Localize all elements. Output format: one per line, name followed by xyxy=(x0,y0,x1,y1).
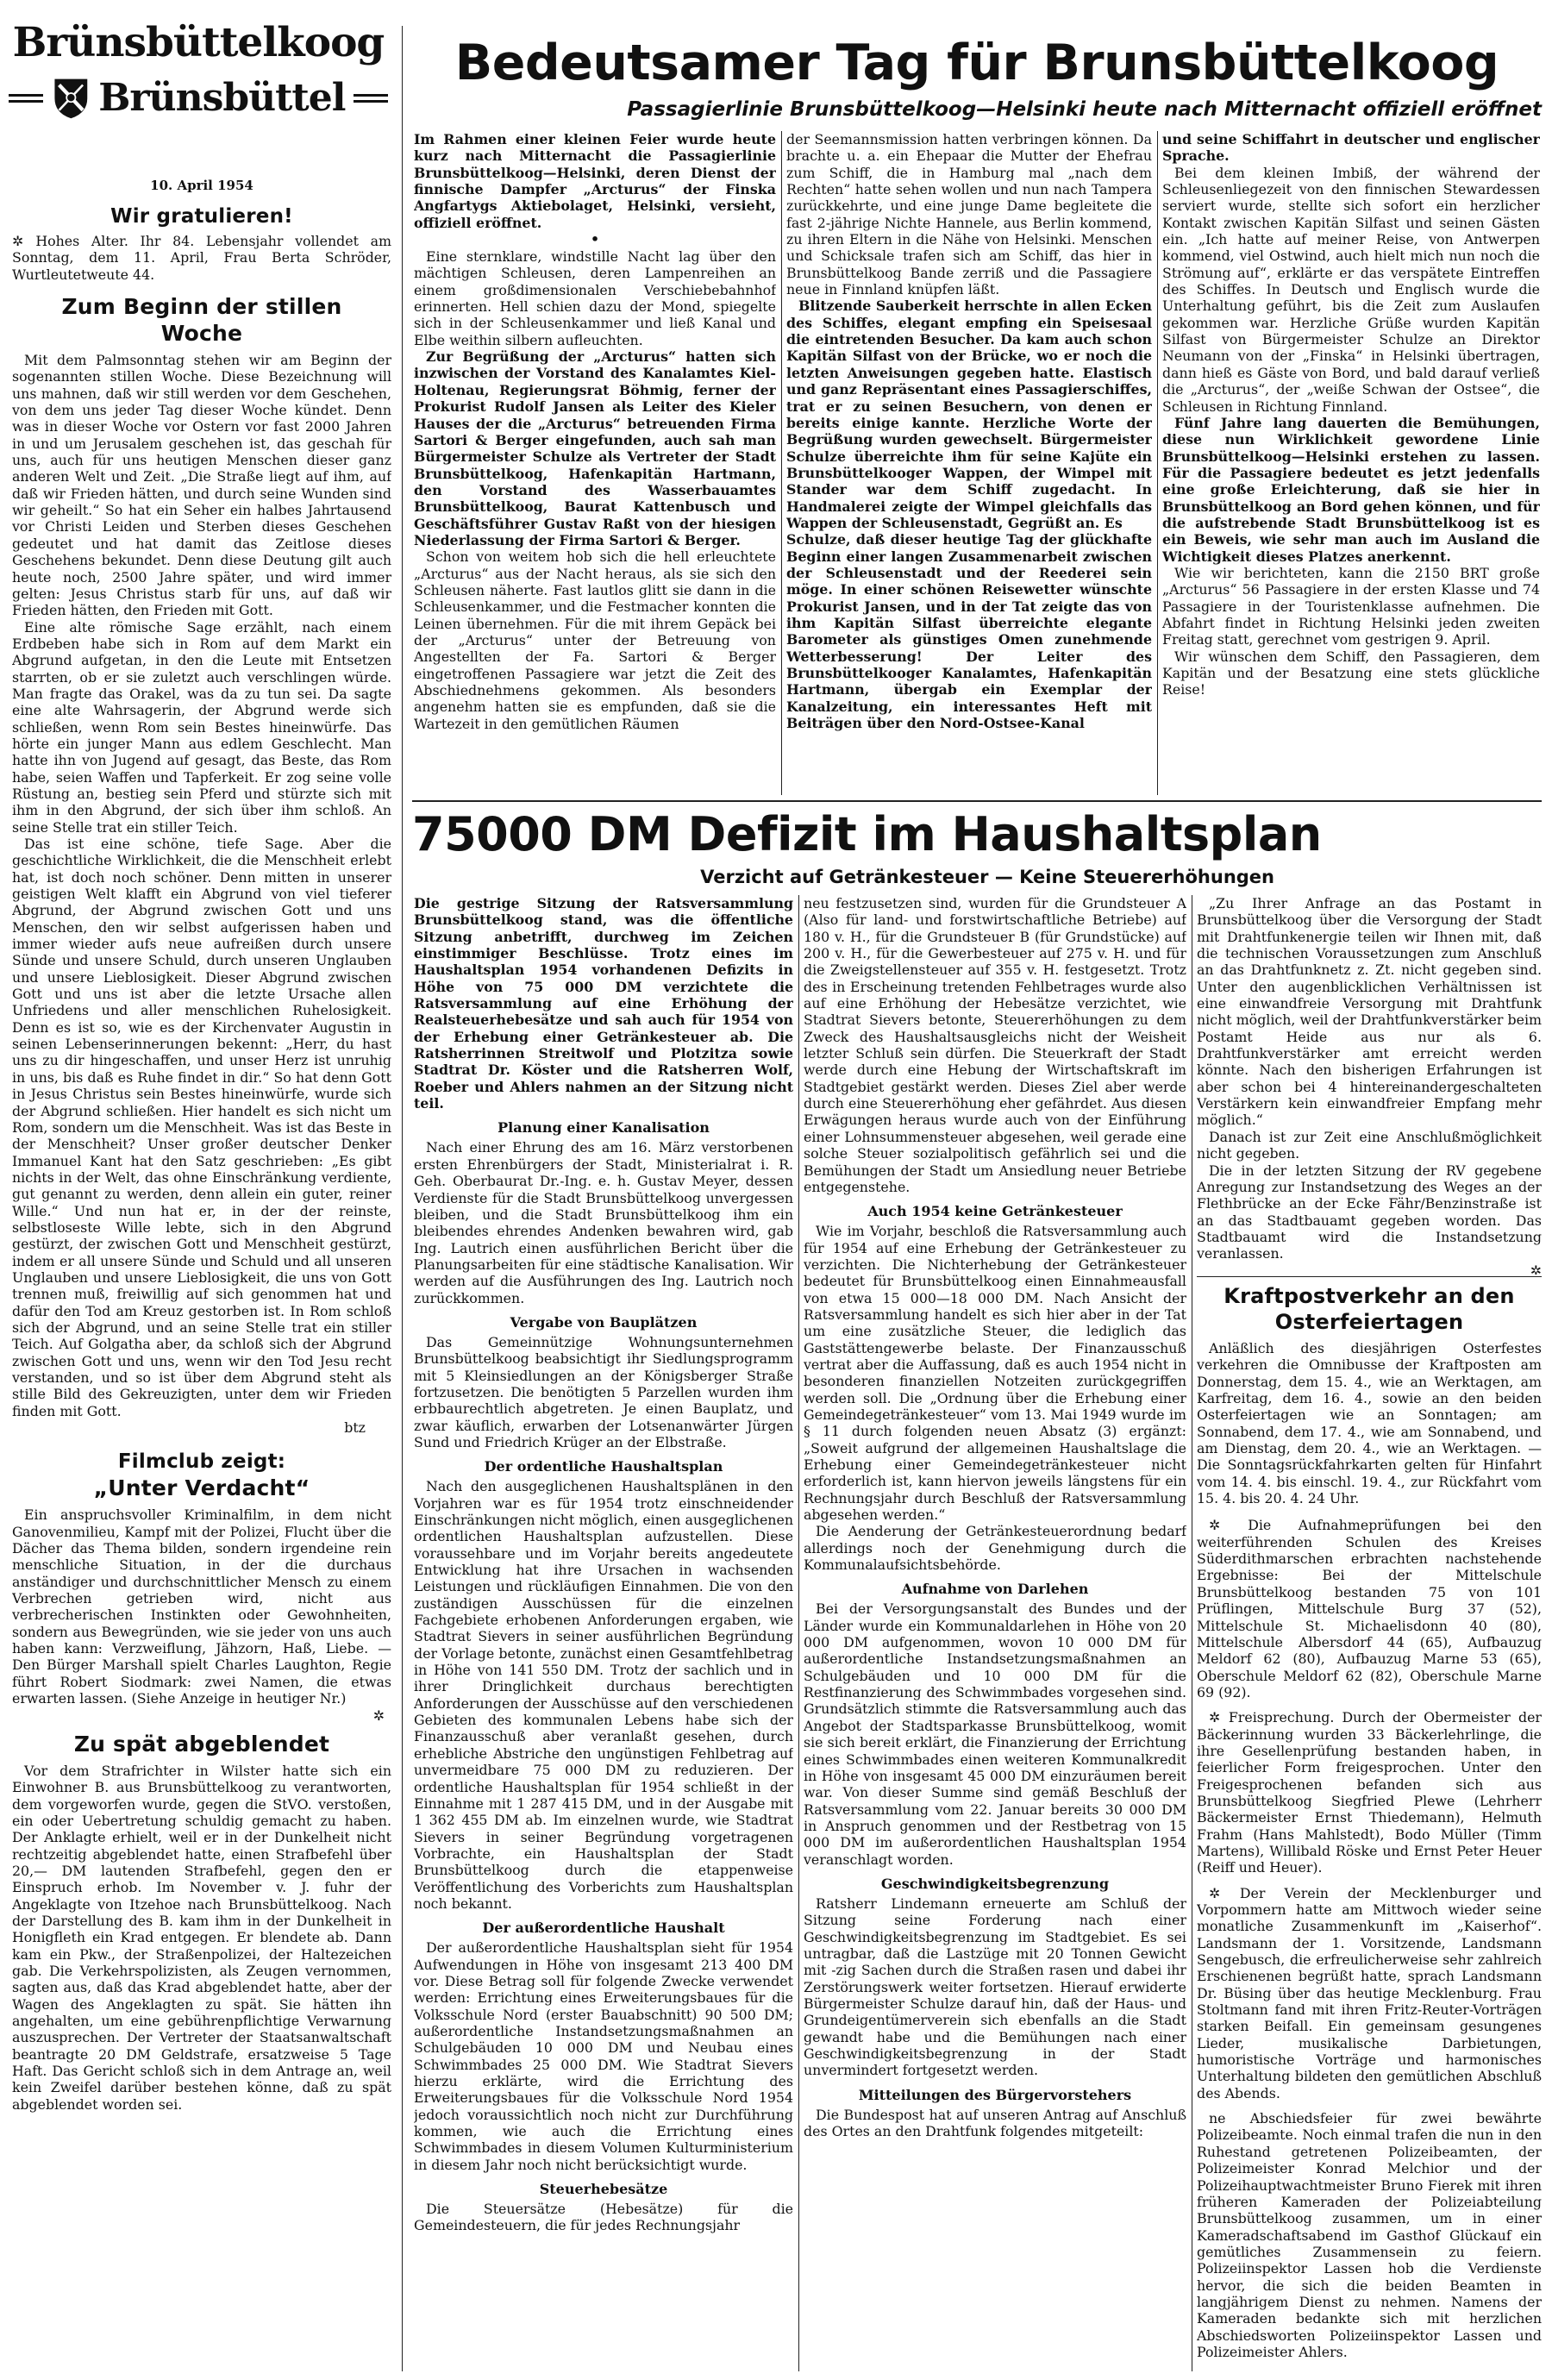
budget-subhead: Mitteilungen des Bürgervorstehers xyxy=(858,2086,1132,2103)
budget-paragraph: Danach ist zur Zeit eine Anschlußmöglichkeit nicht gegeben. xyxy=(1197,1128,1542,1162)
woche-signature: btz xyxy=(344,1419,366,1437)
lead-paragraph: Schulze, daß dieser heutige Tag der glückhafte Beginn einer langen Zusammenarbeit zwischen der Schleusenstadt und der Reederei sein möge. In einer schönen Reisewetter wünschte Prokurist Jansen, und in der Tat zeigte das von ihm Kapitän Silfast überreichte elegante Barometer als günstiges Omen zunehmende Wetterbesserung! Der Leiter des Brunsbüttelkooger Kanalamtes, Hafenkapitän Hartmann, übergab ein Exemplar der Kanalzeitung, ein interessantes Heft mit Beiträgen über den Nord-Ostsee-Kanal xyxy=(786,531,1152,732)
woche-paragraph: Mit dem Palmsonntag stehen wir am Beginn der sogenannten stillen Woche. Diese Bezeichnung will uns mahnen, daß wir still werden vor dem Geschehen, von dem uns jeder Tag dieser Woche kündet. Denn was in dieser Woche vor Ostern vor fast 2000 Jahren in und um Jerusalem geschehen ist, das geschah für uns, auch für uns heutigen Menschen dieser ganz anderen Welt und Zeit. „Die Straße liegt auf ihm, auf daß wir Frieden hätten, und durch seine Wunden sind wir geheilt.“ So hat ein Seher ein halbes Jahrtausend vor Christi Leiden und Sterben dieses Geschehen gedeutet und hat damit das Zeitlose dieses Geschehens bekundet. Denn diese Deutung gilt auch heute noch, 2500 Jahre später, und wird immer gelten: Jesus Christus starb für uns, auf daß wir Frieden hätten, den Frieden mit Gott. xyxy=(12,352,391,619)
frei-item xyxy=(1197,1709,1542,1876)
aufnahme-item xyxy=(1197,1517,1542,1700)
budget-paragraph: Wie im Vorjahr, beschloß die Ratsversammlung auch für 1954 auf eine Erhebung der Getränkesteuer zu verzichten. Die Nichterhebung der Getränkesteuer bedeutet für Brunsbüttelkoog einen Einnahmeausfall von etwa 15 000—18 000 DM. Nach Ansicht der Ratsversammlung handelt es sich hier aber in der Tat um eine zusätzliche Steuer, die lediglich das Gaststättengewerbe belaste. Der Finanzausschuß vertrat aber die Auffassung, daß es auch 1954 nicht in besonderen finanziellen Notzeiten zurückgegriffen werden soll. Die „Ordnung über die Erhebung einer Gemeindegetränkesteuer“ vom 13. Mai 1949 wurde im § 11 durch folgenden neuen Absatz (3) ergänzt: „Soweit aufgrund der allgemeinen Haushaltslage die Erhebung einer Gemeindegetränkesteuer nicht erforderlich ist, kann hiervon jeweils längstens für ein Rechnungsjahr durch Beschluß der Ratsversammlung abgesehen werden.“ xyxy=(804,1223,1186,1524)
lead-paragraph: der Seemannsmission hatten verbringen können. Da brachte u. a. ein Ehepaar die Mutter der Ehefrau zum Schiff, die in Hamburg mal „nach dem Rechten“ hatte sehen wollen und nun nach Tampera zurückkehrte, und eine junge Dame begleitete die fast 2-jährige Nichte Hannele, aus Berlin kommend, zu ihren Eltern in die Nähe von Helsinki. Menschen und Schicksale trafen sich am Schiff, das hier in Brunsbüttelkoog Bande zerriß und die Passagiere neue in Finnland knüpfen läßt. xyxy=(786,131,1152,298)
lead-paragraph: Fünf Jahre lang dauerten die Bemühungen, diese nun Wirklichkeit gewordene Linie Brunsbüttelkoog—Helsinki erstehen zu lassen. Für die Passagiere bedeutet es jetzt jedenfalls eine große Erleichterung, daß sie hier in Brunsbüttelkoog an Bord gehen können, und für die aufstrebende Stadt Brunsbüttelkoog ist es ein Beweis, wie sehr man auch im Ausland die Wichtigkeit dieses Platzes anerkennt. xyxy=(1162,414,1540,565)
budget-paragraph: „Zu Ihrer Anfrage an das Postamt in Brunsbüttelkoog über die Versorgung der Stadt mit Drahtfunkenergie teilen wir Ihnen mit, daß die technischen Voraussetzungen zum Anschluß an das Drahtfunknetz z. Zt. nicht gegeben sind. Unter den augenblicklichen Verhältnissen ist eine einwandfreie Versorgung mit Drahtfunk nicht möglich, weil der Drahtfunkverstärker beim Postamt Heide aus nur als 6. Drahtfunkverstärker amt erreicht werden könnte. Nach den bisherigen Erfahrungen ist aber schon bei 4 hintereinandergeschalteten Verstärkern kein einwandfreier Empfang mehr möglich.“ xyxy=(1197,895,1542,1129)
spacer xyxy=(1197,2101,1542,2110)
spaet-body: Vor dem Strafrichter in Wilster hatte sich ein Einwohner B. aus Brunsbüttelkoog zu verantworten, dem vorgeworfen wurde, gegen die StVO. verstoßen, ein oder Uebertretung schuldig gemacht zu haben. Der Anklagte erhielt, weil er in der Dunkelheit nicht rechtzeitig abgeblendet hatte, einen Strafbefehl über 20,— DM lautenden Strafbefehl, gegen den er Einspruch erhob. Im November v. J. fuhr der Angeklagte von Itzehoe nach Brunsbüttelkoog. Nach der Darstellung des B. kam ihm in der Dunkelheit in Honigfleth ein Krad entgegen. Er blendete ab. Dann kam ein Pkw., der Straßenpolizei, der Haltezeichen gab. Die Verkehrspolizisten, als Zeugen vernommen, sagten aus, daß das Krad abgeblendet hatte, aber der Wagen des Angeklagten zu spät. Sie hätten ihn angehalten, um eine gebührenpflichtige Verwarnung auszusprechen. Der Vertreter der Staatsanwaltschaft beantragte 20 DM Geldstrafe, ersatzweise 5 Tage Haft. Das Gericht schloß sich in dem Antrage an, weil kein Zweifel darüber bestehen könne, daß zu spät abgeblendet worden sei. xyxy=(12,1762,391,2113)
star-icon: ✲ xyxy=(1530,1262,1542,1275)
budget-paragraph: Ratsherr Lindemann erneuerte am Schluß der Sitzung seine Forderung nach einer Geschwindigkeitsbegrenzung im Stadtgebiet. Es sei untragbar, daß die Lastzüge mit 20 Tonnen Gewicht mit -zig Sachen durch die Straßen rasen und dabei ihr Zerstörungswerk weiter fortsetzen. Hierauf erwiderte Bürgermeister Schulze darauf hin, daß der Haus- und Grundeigentümerverein sich ebenfalls an die Stadt gewandt habe und die Bemühungen nach einer Geschwindigkeitsbegrenzung in der Stadt unvermindert fortgesetzt werden. xyxy=(804,1895,1186,2079)
lead-paragraph: Bei dem kleinen Imbiß, der während der Schleusenliegezeit von den finnischen Stewardessen serviert wurde, stellte sich sofort ein herzlicher Kontakt zwischen Kapitän Silfast und seinen Gästen ein. „Ich hatte auf meiner Reise, von Antwerpen kommend, viel Ostwind, auch hielt mich nun noch die Strömung auf“, erklärte er das verspätete Eintreffen des Schiffes. In Deutsch und Englisch wurde die Unterhaltung geführt, bis die Zeit zum Auslaufen gekommen war. Herzliche Grüße wurden Kapitän Silfast von Bürgermeister Schulze an Direktor Neumann von der „Finska“ in Helsinki übertragen, dann hieß es Gäste von Bord, und bald darauf verließ die „Arcturus“, der „weiße Schwan der Ostsee“, die Schleusen in Richtung Finnland. xyxy=(1162,164,1540,415)
column-rule xyxy=(798,895,799,2371)
star-icon: ✲ xyxy=(1209,1709,1229,1726)
budget-subhead: Der ordentliche Haushaltsplan xyxy=(484,1458,723,1475)
lead-paragraph: Zur Begrüßung der „Arcturus“ hatten sich inzwischen der Vorstand des Kanalamtes Kiel-Holtenau, Regierungsrat Böhmig, ferner der Prokurist Rudolf Jansen als Leiter des Kieler Hauses der die „Arcturus“ betreuenden Firma Sartori & Berger eingefunden, auch sah man Bürgermeister Schulze als Vertreter der Stadt Brunsbüttelkoog, Hafenkapitän Hartmann, den Vorstand des Wasserbauamtes Brunsbüttelkoog, Baurat Kattenbusch und Geschäftsführer Gustav Raßt von der hiesigen Niederlassung der Firma Sartori & Berger. xyxy=(414,348,776,548)
right-column xyxy=(1197,1283,1542,2371)
film-kicker: Filmclub zeigt: xyxy=(117,1450,286,1474)
kraft-body: Anläßlich des diesjährigen Osterfestes verkehren die Omnibusse der Kraftposten am Donnerstag, dem 15. 4., wie an Werktagen, am Karfreitag, dem 16. 4., sowie an den beiden Osterfeiertagen wie an Sonntagen; am Sonnabend, dem 17. 4., wie am Sonnabend, und am Dienstag, dem 20. 4., wie an Werktagen. — Die Sonntagsrückfahrkarten gelten für Hinfahrt vom 14. 4. bis einschl. 19. 4., zur Rückfahrt vom 15. 4. bis 20. 4. 24 Uhr. xyxy=(1197,1340,1542,1507)
lead-intro: Im Rahmen einer kleinen Feier wurde heute kurz nach Mitternacht die Passagierlinie Brunsbüttelkoog—Helsinki, deren Dienst der finnische Dampfer „Arcturus“ der Finska Angfartygs Aktiebolaget, Helsinki, versieht, offiziell eröffnet. xyxy=(414,131,776,231)
budget-subhead: Planung einer Kanalisation xyxy=(498,1119,710,1137)
budget-headline: 75000 DM Defizit im Haushaltsplan xyxy=(412,807,1322,861)
spacer xyxy=(1197,1876,1542,1885)
woche-title: Zum Beginn der stillen Woche xyxy=(61,294,342,347)
section-rule xyxy=(412,800,1542,802)
masthead-rule-right xyxy=(354,94,388,103)
budget-paragraph: Der außerordentliche Haushaltsplan sieht für 1954 Aufwendungen in Höhe von insgesamt 213 400 DM vor. Diese Betrag soll für folgende Zwecke verwendet werden: Errichtung eines Erweiterungsbaues für die Volksschule Nord (erster Bauabschnitt) 90 500 DM; außerordentliche Instandsetzungsmaßnahmen an Schulgebäuden 10 000 DM und Neubau eines Schwimmbades 25 000 DM. Wie Stadtrat Sievers hierzu erklärte, wird die Errichtung des Erweiterungsbaues für die Volksschule Nord 1954 jedoch voraussichtlich noch nicht zur Durchführung kommen, wie auch die Errichtung eines Schwimmbades in diesem Volumen Kulturministerium in diesem Jahr noch nicht berücksichtigt wurde. xyxy=(414,1939,793,2173)
gratulieren-body: Hohes Alter. Ihr 84. Lebensjahr vollendet am Sonntag, dem 11. April, Frau Berta Schröder, Wurtleutetweute 44. xyxy=(12,233,391,283)
lead-paragraph: Eine sternklare, windstille Nacht lag über den mächtigen Schleusen, deren Lampenreihen an einem großdimensionalen Verschiebebahnhof erinnerten. Hell schien dazu der Mond, spiegelte sich in der Schleusenkammer und ließ Kanal und Elbe weithin silbern aufleuchten. xyxy=(414,248,776,348)
budget-paragraph: Bei der Versorgungsanstalt des Bundes und der Länder wurde ein Kommunaldarlehen in Höhe von 20 000 DM aufgenommen, wovon 10 000 DM für außerordentliche Instandsetzungsmaßnahmen an Schulgebäuden und 10 000 DM für die Restfinanzierung des Schwimmbades vorgesehen sind. Grundsätzlich stimmte die Ratsversammlung auch das Angebot der Stadtsparkasse Brunsbüttelkoog, womit sie sich bereit erklärt, die Finanzierung der Errichtung eines Schwimmbades einen weiteren Kommunalkredit in Höhe von insgesamt 45 000 DM einzuräumen bereit war. Von dieser Summe sind gemäß Beschluß der Ratsversammlung vom 22. Januar bereits 30 000 DM in Anspruch genommen und der Restbetrag von 15 000 DM im außerordentlichen Haushaltsplan 1954 veranschlagt worden. xyxy=(804,1600,1186,1868)
woche-paragraph: Eine alte römische Sage erzählt, nach einem Erdbeben habe sich in Rom auf dem Markt ein Abgrund aufgetan, in den die Leute mit Entsetzen starrten, ob er sie zuletzt auch verschlingen würde. Man fragte das Orakel, was da zu tun sei. Da sagte eine alte Wahrsagerin, der Abgrund werde sich schließen, wenn Rom sein Bestes hineinwürfe. Das hörte ein junger Mann aus edlem Geschlecht. Man hatte ihn von Jugend auf gesagt, das Beste, das Rom habe, seien Waffen und Tapferkeit. Er zog seine volle Rüstung an, bestieg sein Pferd und stürzte sich mit ihm in den Abgrund, der sich über ihm schloß. An seine Stelle trat ein stiller Teich. xyxy=(12,618,391,836)
budget-paragraph: Die Bundespost hat auf unseren Antrag auf Anschluß des Ortes an den Drahtfunk folgendes mitgeteilt: xyxy=(804,2106,1186,2140)
column-rule xyxy=(402,26,403,2371)
woche-paragraph: Das ist eine schöne, tiefe Sage. Aber die geschichtliche Wirklichkeit, die die Menschheit erlebt hat, ist doch noch schöner. Denn mitten in unserer geistigen Welt klafft ein Abgrund von viel tieferer Abgrund, der Abgrund zwischen Gott und uns Menschen, den wir selbst aufgerissen haben und immer wieder aufs neue aufreißen durch unsere Sünde und unsere Schuld, durch unseren Unglauben und unsere Lieblosigkeit. Dieser Abgrund zwischen Gott und uns ist aber die letzte Ursache allen Unfriedens und aller menschlichen Ruhelosigkeit. Denn es ist so, wie es der Kirchenvater Augustin in seinen Lebenserinnerungen bekennt: „Herr, du hast uns zu dir hingeschaffen, und unser Herz ist unruhig in uns, bis daß es Ruhe findet in dir.“ So hat denn Gott in Jesus Christus sein Bestes hineinwürfe, wurde sich der Abgrund schließen. Hier handelt es sich nicht um Rom, sondern um die Menschheit. Was ist das Beste in der Menschheit? Unser großer deutscher Denker Immanuel Kant hat den Satz geschrieben: „Es gibt nichts in der Welt, das ohne Einschränkung verdiente, gut genannt zu werden, denn allein ein guter, reiner Wille.“ Und nun hat er, in der der reinste, selbstloseste Wille lebte, sich in den Abgrund gestürzt, der zwischen Gott und Menschheit gestürzt, indem er all unsere Sünde und Schuld und all unseren Unglauben und unsere Lieblosigkeit, die uns von Gott trennen muß, freiwillig auf sich genommen hat und dafür den Tod am Kreuz gestorben ist. In Rom schloß sich der Abgrund, und an seine Stelle trat ein stiller Teich. Auf Golgatha aber, da schloß sich der Abgrund zwischen Gott und uns, wenn wir den Tod Jesu recht verstanden, und so ist über dem Abgrund steht als stille Bild des Gekreuzigten, unter dem wir Frieden finden mit Gott. xyxy=(12,836,391,1419)
lead-paragraph: Schon von weitem hob sich die hell erleuchtete „Arcturus“ aus der Nacht heraus, als sie sich den Schleusen näherte. Fast lautlos glitt sie dann in die Schleusenkammer, und die Festmacher konnten die Leinen übernehmen. Für die mit ihrem Gepäck bei der „Arcturus“ unter der Betreuung von Angestellten der Fa. Sartori & Berger eingetroffenen Passagiere war jetzt die Zeit des Abschiednehmens gekommen. Als besonders angenehm hatten sie es empfunden, daß sie die Wartezeit in den gemütlichen Räumen xyxy=(414,548,776,732)
column-rule xyxy=(1157,131,1158,795)
frei-body: Freisprechung. Durch der Obermeister der Bäckerinnung wurden 33 Bäckerlehrlinge, die ihre Gesellenprüfung bestanden haben, in feierlicher Form freigesprochen. Unter den Freigesprochenen befanden sich aus Brunsbüttelkoog Siegfried Plewe (Lehrherr Bäckermeister Ernst Thiedemann), Helmuth Frahm (Hans Mahlstedt), Bodo Müller (Timm Martens), Willibald Röske und Ernst Peter Heuer (Reiff und Heuer). xyxy=(1197,1709,1542,1876)
budget-paragraph: Nach den ausgeglichenen Haushaltsplänen in den Vorjahren war es für 1954 trotz einschneidender Einschränkungen nicht möglich, einen ausgeglichenen ordentlichen Haushaltsplan aufzustellen. Diese voraussehbare und im Vorjahr bereits angedeutete Entwicklung hat ihre Ursachen in wachsenden Leistungen und rückläufigen Einnahmen. Die von den zuständigen Ausschüssen für die einzelnen Fachgebiete erhobenen Anforderungen ergaben, wie Stadtrat Sievers in seiner ausführlichen Begründung der Vorlage betonte, zunächst einen Gesamtfehlbetrag in Höhe von 141 550 DM. Trotz der sachlich und in ihrer Dringlichkeit durchaus berechtigten Anforderungen der Ausschüsse auf den verschiedenen Gebieten des kommunalen Lebens habe sich der Finanzausschuß aber veranlaßt gesehen, durch erhebliche Abstriche den ungünstigen Fehlbetrag auf unvermeidbare 75 000 DM zu reduzieren. Der ordentliche Haushaltsplan für 1954 schließt in der Einnahme mit 1 287 415 DM, und in der Ausgabe mit 1 362 455 DM ab. Im einzelnen wurde, wie Stadtrat Sievers in seiner Begründung vorgetragenen Vorbrachte, ein Haushaltsplan der Stadt Brunsbüttelkoog durch die etappenweise Veröffentlichung des Vorberichts zum Haushaltsplan noch bekannt. xyxy=(414,1478,793,1912)
film-body: Ein anspruchsvoller Kriminalfilm, in dem nicht Ganovenmilieu, Kampf mit der Polizei, Flucht über die Dächer das Thema bilden, sondern irgendeine rein menschliche Situation, in der die durchaus anständiger und durchschnittlicher Mensch zu einem Verbrechen getrieben wird, nicht aus verbrecherischen Instinkten oder Gewohnheiten, sondern aus Bewegründen, wie sie jeder von uns auch haben kann: Verzweiflung, Jähzorn, Haß, Liebe. — Den Bürger Marshall spielt Charles Laughton, Regie führt Robert Siodmark: zwei Namen, die etwas erwarten lassen. (Siehe Anzeige in heutiger Nr.) xyxy=(12,1506,391,1707)
budget-subhead: Aufnahme von Darlehen xyxy=(901,1581,1089,1598)
lead-paragraph: und seine Schiffahrt in deutscher und englischer Sprache. xyxy=(1162,131,1540,165)
budget-subhead: Der außerordentliche Haushalt xyxy=(482,1920,725,1937)
gratulieren-title: Wir gratulieren! xyxy=(110,205,293,228)
masthead-line1: Brünsbüttelkoog xyxy=(12,19,385,66)
budget-subhead: Vergabe von Bauplätzen xyxy=(510,1313,698,1331)
left-column xyxy=(12,204,391,2368)
lead-column-2 xyxy=(786,131,1152,795)
lead-column-1 xyxy=(414,131,776,795)
budget-subhead: Auch 1954 keine Getränkesteuer xyxy=(867,1203,1123,1220)
meck-item xyxy=(1197,1885,1542,2101)
abschied-body: ne Abschiedsfeier für zwei bewährte Polizeibeamte. Noch einmal trafen die nun in den Ruhestand getretenen Polizeibeamten, der Polizeimeister Konrad Melchior und der Polizeihauptwachtmeister Bruno Fierek mit ihren früheren Kameraden der Polizeiabteilung Brunsbüttelkoog zusammen, um in einer Kameradschaftsabend im Gasthof Glückauf ein gemütliches Zusammensein zu feiern. Polizeiinspektor Lassen hob die Verdienste hervor, die sich die beiden Beamten in langjährigem Dienst zu nehmen. Namens der Kameraden bedankte sich mit herzlichen Abschiedsworten Polizeiinspektor Lassen und Polizeimeister Ahlers. xyxy=(1197,2110,1542,2360)
spaet-title: Zu spät abgeblendet xyxy=(73,1731,330,1757)
lead-headline: Bedeutsamer Tag für Brunsbüttelkoog xyxy=(454,34,1499,91)
budget-subhead: Steuerhebesätze xyxy=(539,2181,668,2198)
budget-paragraph: Die in der letzten Sitzung der RV gegebene Anregung zur Instandsetzung des Weges an der Flethbrücke an der Ecke Fähr/Benzinstraße ist an das Stadtbauamt gegeben worden. Das Stadtbauamt wird die Instandsetzung veranlassen. xyxy=(1197,1162,1542,1262)
film-title: „Unter Verdacht“ xyxy=(93,1475,310,1501)
budget-paragraph: Das Gemeinnützige Wohnungsunternehmen Brunsbüttelkoog beabsichtigt ihr Siedlungsprogramm mit 5 Kleinsiedlungen an der Königsberger Straße fortzusetzen. Die benötigten 5 Parzellen wurden ihm erbbaurechtlich abgetreten. Je einen Bauplatz, und zwar käuflich, erwarben der Lotsenanwärter Jürgen Sund und Friedrich Krüger an der Elbstraße. xyxy=(414,1333,793,1450)
masthead-line2: Brünsbüttel xyxy=(98,76,346,120)
section-rule xyxy=(1197,1276,1542,1277)
spacer xyxy=(1197,1700,1542,1709)
kraft-title: Kraftpostverkehr an den Osterfeiertagen xyxy=(1223,1284,1515,1334)
budget-subheadline: Verzicht auf Getränkesteuer — Keine Steuererhöhungen xyxy=(700,867,1274,887)
issue-date: 10. April 1954 xyxy=(150,178,253,193)
budget-column-1 xyxy=(414,895,793,2371)
bullet-icon: • xyxy=(590,231,600,248)
masthead-row xyxy=(9,72,388,124)
lead-subheadline: Passagierlinie Brunsbüttelkoog—Helsinki heute nach Mitternacht offiziell eröffnet xyxy=(627,98,1542,121)
budget-column-2 xyxy=(804,895,1186,2371)
budget-subhead: Geschwindigkeitsbegrenzung xyxy=(880,1875,1110,1892)
budget-paragraph: Die Steuersätze (Hebesätze) für die Gemeindesteuern, die für jedes Rechnungsjahr xyxy=(414,2201,793,2234)
town-crest-icon xyxy=(52,72,91,124)
meck-body: Der Verein der Mecklenburger und Vorpommern hatte am Mittwoch wieder seine monatliche Zusammenkunft im „Kaiserhof“. Landsmann der 1. Vorsitzende, Landsmann Sengebusch, die erfreulicherweise sehr zahlreich Erschienenen begrüßt hatte, sprach Landsmann Dr. Büsing über das heutige Mecklenburg. Frau Stoltmann fand mit ihren Fritz-Reuter-Vorträgen starken Beifall. Ein gemeinsam gesungenes Lieder, musikalische Darbietungen, humoristische Vorträge und harmonisches Unterhaltung bildeten den gemütlichen Abschluß des Abends. xyxy=(1197,1884,1542,2101)
aufnahme-body: Die Aufnahmeprüfungen bei den weiterführenden Schulen des Kreises Süderdithmarschen erbrachten nachstehende Ergebnisse: Bei der Mittelschule Brunsbüttelkoog bestanden 75 von 101 Prüflingen, Mittelschule Burg 37 (52), Mittelschule St. Michaelisdonn 40 (80), Mittelschule Albersdorf 44 (65), Aufbauzug Meldorf 62 (80), Aufbauzug Marne 53 (65), Oberschule Meldorf 62 (82), Oberschule Marne 69 (92). xyxy=(1197,1517,1542,1700)
lead-column-3 xyxy=(1162,131,1540,795)
budget-paragraph: Die Aenderung der Getränkesteuerordnung bedarf allerdings noch der Genehmigung durch die Kommunalaufsichtsbehörde. xyxy=(804,1523,1186,1574)
masthead-rule-left xyxy=(9,94,43,103)
budget-intro: Die gestrige Sitzung der Ratsversammlung Brunsbüttelkoog stand, was die öffentliche Sitzung anbetrifft, durchweg im Zeichen einstimmiger Beschlüsse. Trotz eines im Haushaltsplan 1954 vorhandenen Defizits in Höhe von 75 000 DM verzichtete die Ratsversammlung auf eine Erhöhung der Realsteuerhebesätze und sah auch für 1954 von der Erhebung einer Getränkesteuer ab. Die Ratsherrinnen Streitwolf und Plotzitza sowie Stadtrat Dr. Köster und die Ratsherren Wolf, Roeber und Ahlers nahmen an der Sitzung nicht teil. xyxy=(414,895,793,1112)
budget-column-3 xyxy=(1197,895,1542,1275)
star-icon: ✲ xyxy=(12,233,36,249)
lead-paragraph: Blitzende Sauberkeit herrschte in allen Ecken des Schiffes, elegant empfing ein Speisesaal die eintretenden Besucher. Da kam auch schon Kapitän Silfast von der Brücke, wo er noch die letzten Anweisungen gegeben hatte. Elastisch und ganz Repräsentant eines Passagierschiffes, trat er zu seinen Besuchern, von denen er bereits einige kannte. Herzliche Worte der Begrüßung wurden gewechselt. Bürgermeister Schulze überreichte ihm für seine Kajüte ein Brunsbüttelkooger Wappen, der Wimpel mit Stander war dem Schiff zugedacht. In Handmalerei zeigte der Wimpel gleichfalls das Wappen der Schleusenstadt, Gegrüßt an. Es xyxy=(786,298,1152,531)
lead-paragraph: Wir wünschen dem Schiff, den Passagieren, dem Kapitän und der Besatzung eine stets glückliche Reise! xyxy=(1162,648,1540,698)
star-icon: ✲ xyxy=(372,1707,385,1724)
budget-paragraph: Nach einer Ehrung des am 16. März verstorbenen ersten Ehrenbürgers der Stadt, Ministerialrat i. R. Geh. Oberbaurat Dr.-Ing. e. h. Gustav Meyer, dessen Verdienste für die Stadt Brunsbüttelkoog unvergessen bleiben, und die Stadt Brunsbüttelkoog ihm ein bleibendes ehrendes Andenken bewahren wird, gab Ing. Lautrich einen ausführlichen Bericht über die Planungsarbeiten für eine städtische Kanalisation. Wir werden auf die Ausführungen des Ing. Lautrich noch zurückkommen. xyxy=(414,1139,793,1306)
masthead xyxy=(9,19,388,124)
budget-paragraph: neu festzusetzen sind, wurden für die Grundsteuer A (Also für land- und forstwirtschaftliche Betriebe) auf 180 v. H., für die Grundsteuer B (für Grundstücke) auf 200 v. H., für die Gewerbesteuer auf 275 v. H. und für die Zweigstellensteuer auf 355 v. H. festgesetzt. Trotz des in Erscheinung tretenden Fehlbetrages wurde also auf eine Erhöhung der Hebesätze verzichtet, wie Stadtrat Sievers betonte, Steuererhöhungen zu dem Zweck des Haushaltsausgleichs nicht der Weisheit letzter Schluß sein dürfen. Die Steuerkraft der Stadt werde durch eine Hebung der Wirtschaftskraft im Stadtgebiet gestärkt werden. Dieses Ziel aber werde durch eine Steuererhöhung eher gefährdet. Aus diesen Erwägungen heraus wurde auch von der Einführung einer Lohnsummensteuer abgesehen, weil gerade eine solche Steuer sozialpolitisch gefährlich sei und die Bemühungen der Stadt um Ansiedlung neuer Betriebe entgegenstehe. xyxy=(804,895,1186,1195)
column-rule xyxy=(781,131,782,795)
star-icon: ✲ xyxy=(1209,1884,1240,1901)
lead-paragraph: Wie wir berichteten, kann die 2150 BRT große „Arcturus“ 56 Passagiere in der ersten Klasse und 74 Passagiere in der Touristenklasse aufnehmen. Die Abfahrt findet in Richtung Helsinki jeden zweiten Freitag statt, gerechnet vom gestrigen 9. April. xyxy=(1162,564,1540,648)
gratulieren-item xyxy=(12,233,391,283)
spacer xyxy=(1197,1506,1542,1517)
star-icon: ✲ xyxy=(1209,1517,1248,1534)
